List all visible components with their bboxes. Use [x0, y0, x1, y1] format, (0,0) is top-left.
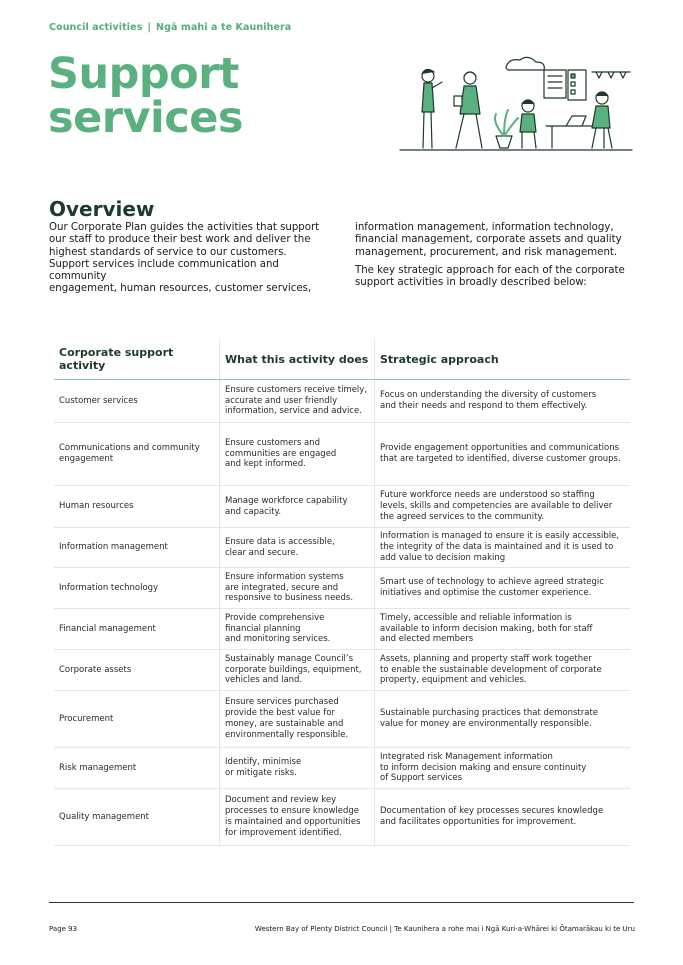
cell-activity: Human resources	[54, 486, 220, 528]
cell-does: Ensure customers and communities are engaged and kept informed.	[220, 423, 375, 486]
cell-does: Ensure data is accessible, clear and secure.	[220, 528, 375, 568]
footer-divider	[49, 902, 634, 903]
section-header	[49, 22, 291, 33]
cell-activity: Risk management	[54, 748, 220, 789]
section-label-maori: Ngā mahi a te Kaunihera	[156, 22, 292, 33]
table-row	[54, 691, 630, 748]
cell-activity: Information management	[54, 528, 220, 568]
cell-approach: Integrated risk Management information to inform decision making and ensure continuity of Support services	[375, 748, 631, 789]
cell-does: Ensure information systems are integrated, secure and responsive to business needs.	[220, 568, 375, 609]
table-row	[54, 528, 630, 568]
cell-does: Manage workforce capability and capacity.	[220, 486, 375, 528]
cell-approach: Sustainable purchasing practices that demonstrate value for money are environmentally responsible.	[375, 691, 631, 748]
cell-activity: Corporate assets	[54, 650, 220, 691]
column-header-does: What this activity does	[220, 339, 375, 380]
table-row	[54, 380, 630, 423]
cell-activity: Procurement	[54, 691, 220, 748]
support-activities-table	[54, 339, 630, 846]
footer-organisation: Western Bay of Plenty District Council | Te Kaunihera a rohe mai i Ngā Kuri-a-Whārei ki Ōtamarākau ki te Uru	[254, 925, 635, 933]
cell-approach: Smart use of technology to achieve agreed strategic initiatives and optimise the customer experience.	[375, 568, 631, 609]
overview-column-left	[49, 222, 339, 302]
page-title-line1: Support	[48, 49, 239, 99]
cell-approach: Information is managed to ensure it is easily accessible, the integrity of the data is maintained and it is used to add value to decision making	[375, 528, 631, 568]
column-header-approach: Strategic approach	[375, 339, 631, 380]
cell-activity: Financial management	[54, 609, 220, 650]
header-separator: |	[147, 22, 152, 33]
cell-does: Provide comprehensive financial planning and monitoring services.	[220, 609, 375, 650]
cell-activity: Quality management	[54, 789, 220, 846]
cell-activity: Information technology	[54, 568, 220, 609]
cell-approach: Provide engagement opportunities and communications that are targeted to identified, diverse customer groups.	[375, 423, 631, 486]
cell-activity: Customer services	[54, 380, 220, 423]
page-title-line2: services	[48, 93, 243, 143]
page-title	[48, 49, 243, 143]
column-header-activity: Corporate support activity	[54, 339, 220, 380]
page-number: Page 93	[49, 925, 78, 933]
table-row	[54, 486, 630, 528]
cell-approach: Assets, planning and property staff work together to enable the sustainable development of corporate property, equipment and vehicles.	[375, 650, 631, 691]
cell-does: Ensure services purchased provide the best value for money, are sustainable and environmentally responsible.	[220, 691, 375, 748]
cell-does: Document and review key processes to ensure knowledge is maintained and opportunities for improvement identified.	[220, 789, 375, 846]
cell-activity: Communications and community engagement	[54, 423, 220, 486]
cell-does: Ensure customers receive timely, accurate and user friendly information, service and advice.	[220, 380, 375, 423]
table-row	[54, 650, 630, 691]
overview-title: Overview	[49, 197, 155, 221]
overview-column-right	[355, 222, 635, 295]
cell-approach: Documentation of key processes secures knowledge and facilitates opportunities for improvement.	[375, 789, 631, 846]
table-row	[54, 609, 630, 650]
people-working-illustration-icon	[396, 52, 636, 154]
cell-does: Identify, minimise or mitigate risks.	[220, 748, 375, 789]
section-label: Council activities	[49, 22, 143, 33]
table-row	[54, 423, 630, 486]
overview-paragraph-2: information management, information technology, financial management, corporate assets and quality management, procurement, and risk management.	[355, 222, 622, 258]
cell-approach: Timely, accessible and reliable information is available to inform decision making, both for staff and elected members	[375, 609, 631, 650]
table-header-row	[54, 339, 630, 380]
overview-paragraph-3: The key strategic approach for each of the corporate support activities in broadly described below:	[355, 264, 625, 289]
table-row	[54, 789, 630, 846]
table-row	[54, 748, 630, 789]
cell-approach: Focus on understanding the diversity of customers and their needs and respond to them effectively.	[375, 380, 631, 423]
overview-paragraph-1: Our Corporate Plan guides the activities that support our staff to produce their best work and deliver the highest standards of service to our customers. Support services include communication and community engagement, human resources, customer services,	[49, 222, 320, 295]
cell-does: Sustainably manage Council’s corporate buildings, equipment, vehicles and land.	[220, 650, 375, 691]
cell-approach: Future workforce needs are understood so staffing levels, skills and competencies are available to deliver the agreed services to the community.	[375, 486, 631, 528]
table-row	[54, 568, 630, 609]
